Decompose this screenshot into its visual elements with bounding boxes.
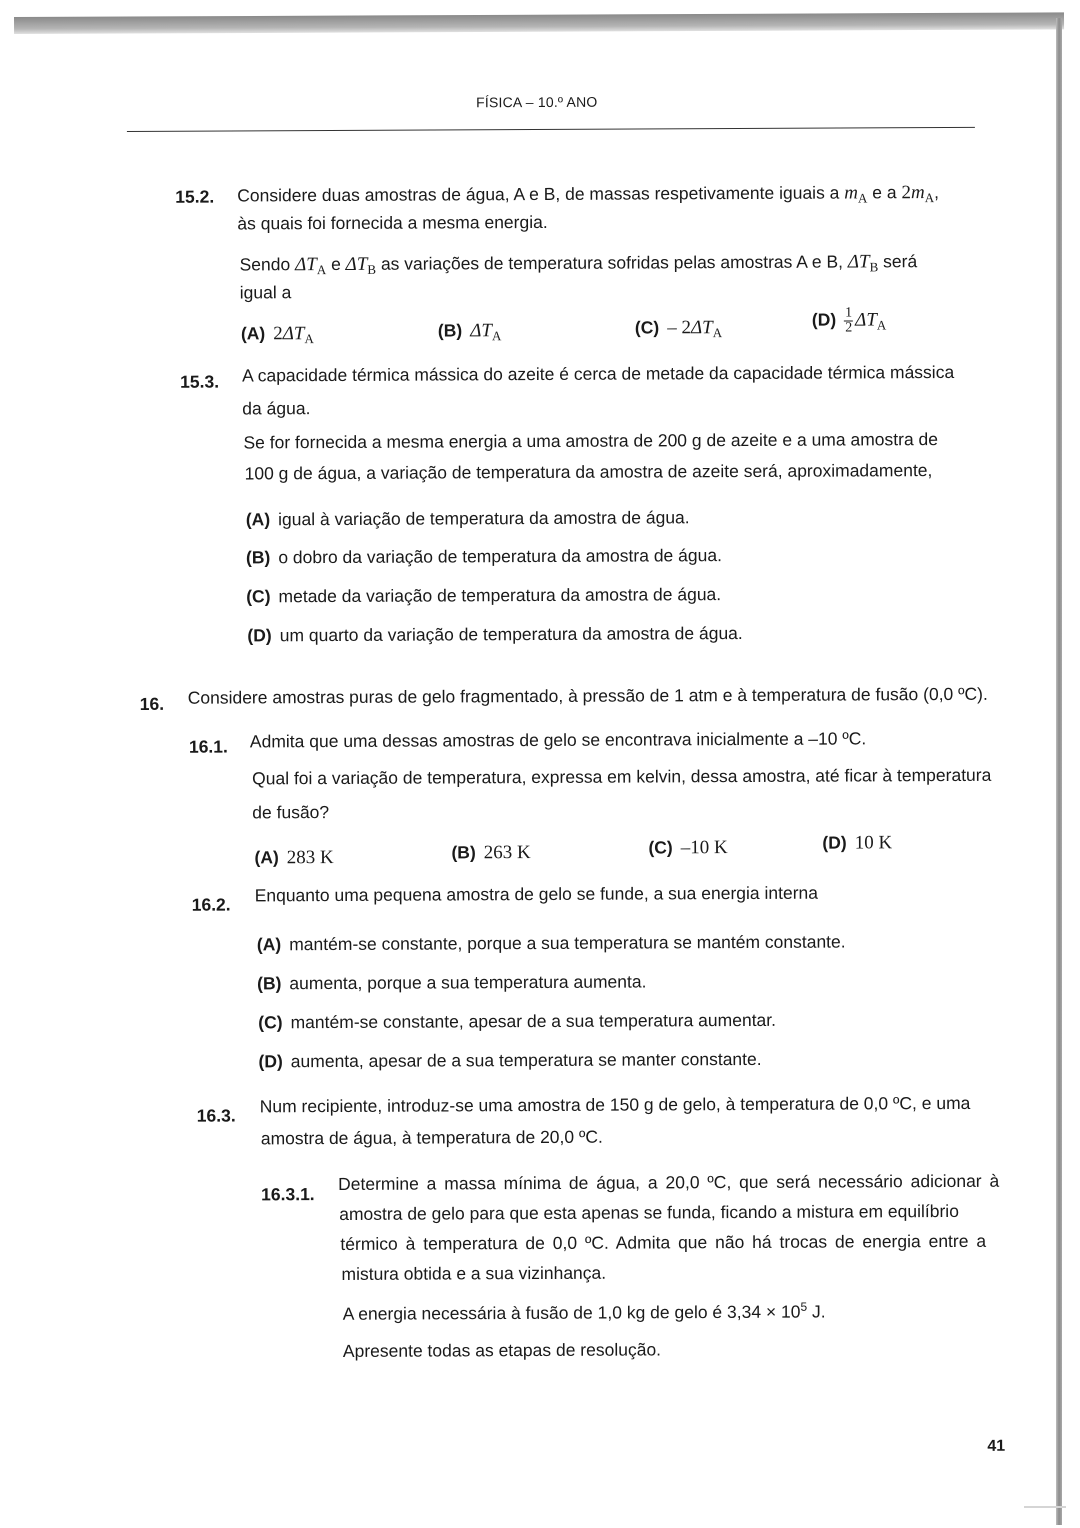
option-a[interactable]: [257, 932, 846, 956]
math-subscript: A: [924, 190, 935, 206]
option-label: (A): [256, 934, 282, 955]
option-label: (C): [258, 1012, 283, 1033]
option-label: (C): [648, 837, 673, 858]
math-delta-t: ΔT: [847, 251, 870, 273]
math-subscript: A: [304, 331, 314, 347]
page-header-title: FÍSICA – 10.º ANO: [476, 93, 598, 111]
math-coef: – 2: [667, 317, 691, 339]
question-text-line: 100 g de água, a variação de temperatura da amostra de azeite será, aproximadamente,: [244, 460, 933, 484]
text-span: e: [330, 253, 341, 275]
option-label: (C): [246, 586, 271, 607]
text-span: A energia necessária à fusão de 1,0 kg de gelo é 3,34 × 10: [342, 1301, 801, 1324]
question-number: 15.2.: [175, 186, 215, 207]
question-text-line: Qual foi a variação de temperatura, expressa em kelvin, dessa amostra, até ficar à temperatura: [252, 764, 992, 789]
math-subscript: A: [491, 328, 502, 344]
option-a[interactable]: [241, 323, 314, 347]
option-text: 263 K: [483, 842, 531, 864]
option-label: (A): [240, 323, 266, 344]
math-delta-t: ΔT: [855, 309, 877, 331]
header-divider: [127, 127, 975, 132]
question-text-line: Considere amostras puras de gelo fragmentado, à pressão de 1 atm e à temperatura de fusão (0,0 ºC).: [187, 683, 988, 708]
text-span: J.: [807, 1301, 826, 1322]
math-coef: 2: [901, 182, 912, 204]
option-text: mantém-se constante, porque a sua temperatura se mantém constante.: [289, 931, 846, 955]
text-span: ,: [934, 182, 940, 203]
option-text: mantém-se constante, apesar de a sua temperatura aumentar.: [290, 1009, 777, 1033]
question-text-line: Apresente todas as etapas de resolução.: [342, 1339, 662, 1361]
fraction-numerator: 1: [845, 305, 853, 321]
option-text: metade da variação de temperatura da amostra de água.: [278, 584, 722, 607]
math-delta-t: ΔT: [282, 323, 305, 345]
option-label: (C): [634, 317, 660, 338]
fraction-denominator: 2: [845, 320, 853, 336]
math-subscript: B: [869, 259, 879, 275]
option-c[interactable]: [648, 837, 727, 859]
question-number: 16.2.: [191, 894, 231, 915]
fraction: [844, 306, 853, 335]
option-b[interactable]: [438, 320, 502, 344]
question-text-line: [237, 183, 939, 207]
math-coef: 2: [273, 323, 283, 345]
text-span: as variações de temperatura sofridas pelas amostras A e B,: [380, 251, 844, 274]
math-subscript: A: [857, 190, 868, 206]
question-text-line: Num recipiente, introduz-se uma amostra de 150 g de gelo, à temperatura de 0,0 ºC, e uma: [259, 1092, 971, 1117]
option-label: (B): [245, 547, 271, 568]
option-d[interactable]: [258, 1049, 761, 1072]
exponent: 5: [800, 1299, 808, 1314]
text-span: e a: [872, 182, 897, 203]
option-label: (A): [254, 847, 279, 868]
math-delta-t: ΔT: [690, 317, 713, 339]
math-delta-t: ΔT: [295, 254, 317, 276]
option-text: 10 K: [854, 832, 893, 854]
question-number: 15.3.: [180, 371, 220, 392]
question-text-line: da água.: [242, 398, 311, 419]
math-delta-t: ΔT: [345, 253, 368, 275]
option-label: (B): [451, 842, 476, 863]
question-text-line: Se for fornecida a mesma energia a uma amostra de 200 g de azeite e a uma amostra de: [243, 429, 939, 453]
math-symbol: m: [910, 182, 925, 204]
option-c[interactable]: [246, 584, 721, 607]
option-text: igual à variação de temperatura da amostra de água.: [278, 507, 690, 530]
question-text-line: Enquanto uma pequena amostra de gelo se funde, a sua energia interna: [254, 882, 819, 906]
option-a[interactable]: [246, 507, 690, 530]
question-text-line: amostra de gelo para que esta apenas se funda, ficando a mistura em equilíbrio: [339, 1200, 959, 1224]
page-number: 41: [987, 1437, 1006, 1455]
option-d[interactable]: [822, 832, 892, 854]
option-d[interactable]: [812, 306, 887, 335]
option-text: 283 K: [286, 847, 334, 869]
text-span: Considere duas amostras de água, A e B, de massas respetivamente iguais a: [237, 182, 840, 206]
option-b[interactable]: [257, 971, 646, 994]
question-number: 16.3.1.: [261, 1184, 315, 1205]
option-label: (D): [258, 1051, 283, 1072]
option-c[interactable]: [635, 317, 722, 341]
option-b[interactable]: [246, 545, 722, 568]
question-text-line: de fusão?: [252, 802, 330, 823]
option-label: (D): [822, 832, 847, 853]
option-text: aumenta, porque a sua temperatura aumenta.: [289, 971, 647, 994]
text-span: Sendo: [239, 254, 291, 275]
option-label: (B): [437, 320, 463, 341]
option-text: um quarto da variação de temperatura da amostra de água.: [279, 623, 743, 646]
question-text-line: A capacidade térmica mássica do azeite é cerca de metade da capacidade térmica mássica: [242, 361, 955, 386]
option-label: (D): [247, 625, 272, 646]
option-text: o dobro da variação de temperatura da amostra de água.: [278, 545, 722, 568]
math-subscript: A: [712, 325, 723, 341]
question-text-line: Determine a massa mínima de água, a 20,0 ºC, que será necessário adicionar à: [338, 1170, 1000, 1194]
question-number: 16.3.: [196, 1105, 236, 1126]
option-a[interactable]: [254, 847, 333, 869]
question-text-line: mistura obtida e a sua vizinhança.: [341, 1262, 607, 1284]
option-label: (A): [245, 509, 271, 530]
math-subscript: A: [876, 317, 887, 333]
math-delta-t: ΔT: [470, 320, 492, 342]
question-text-line: igual a: [239, 282, 292, 303]
option-label: (B): [257, 973, 282, 994]
option-c[interactable]: [258, 1010, 776, 1034]
math-subscript: A: [316, 262, 327, 278]
question-text-line: às quais foi fornecida a mesma energia.: [237, 211, 548, 234]
scan-artifact: [1024, 1506, 1066, 1508]
text-span: será: [883, 251, 918, 272]
question-text-line: térmico à temperatura de 0,0 ºC. Admita que não há trocas de energia entre a: [340, 1230, 987, 1254]
option-text: aumenta, apesar de a sua temperatura se manter constante.: [290, 1048, 762, 1072]
math-subscript: B: [367, 261, 377, 277]
option-label: (D): [811, 309, 837, 330]
question-text-line: [343, 1301, 826, 1324]
question-text-line: Admita que uma dessas amostras de gelo se encontrava inicialmente a –10 ºC.: [249, 728, 867, 752]
option-d[interactable]: [247, 623, 742, 646]
option-b[interactable]: [451, 842, 530, 864]
question-number: 16.1.: [188, 736, 228, 757]
math-symbol: m: [844, 182, 859, 204]
option-text: –10 K: [680, 837, 728, 859]
question-text-line: amostra de água, à temperatura de 20,0 ºC.: [260, 1126, 603, 1149]
question-text-line: [240, 252, 918, 276]
question-number: 16.: [139, 693, 165, 714]
